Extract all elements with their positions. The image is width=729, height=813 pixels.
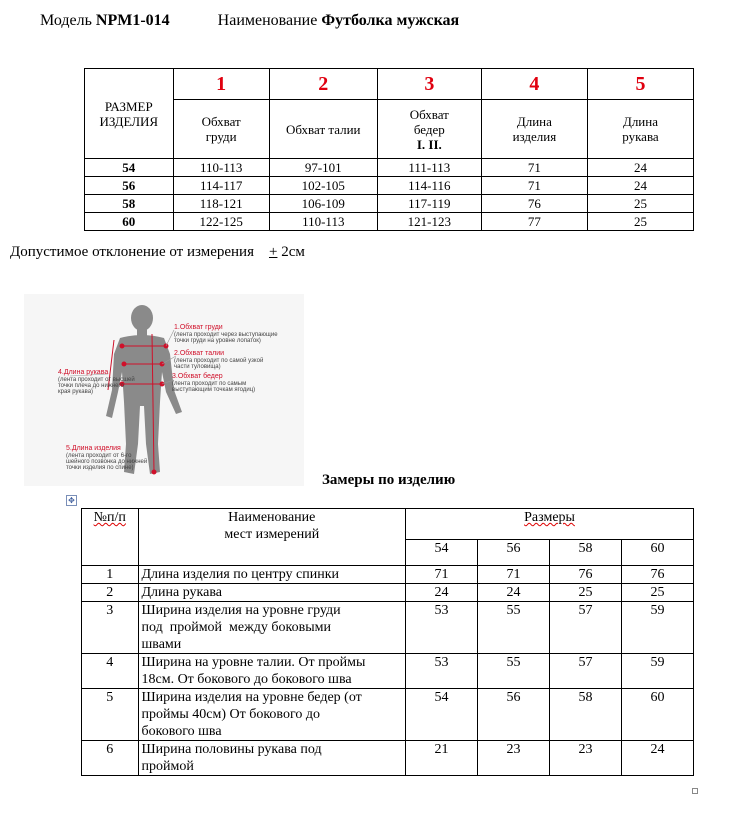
table-row bbox=[82, 566, 694, 584]
col-header-number bbox=[82, 509, 139, 566]
value-cell: 71 bbox=[481, 159, 587, 177]
tolerance-text: Допустимое отклонение от измерения bbox=[10, 244, 254, 260]
row-number: 2 bbox=[82, 584, 139, 602]
table-resize-handle[interactable] bbox=[692, 788, 698, 794]
size-chart-table bbox=[84, 68, 694, 231]
measurements-table bbox=[81, 508, 694, 776]
header-line: изделия bbox=[512, 129, 557, 144]
size-header: 60 bbox=[621, 539, 693, 565]
label-hips-title: 3.Обхват бедер bbox=[172, 373, 223, 380]
value-cell: 57 bbox=[550, 654, 622, 689]
size-cell: 58 bbox=[85, 195, 174, 213]
size-cell: 54 bbox=[85, 159, 174, 177]
label-length-note: шейного позвонка до нижней bbox=[66, 459, 148, 465]
tolerance-note bbox=[10, 244, 305, 261]
size-header: 58 bbox=[550, 539, 622, 565]
label-chest-note: точки груди на уровне лопаток) bbox=[174, 338, 261, 344]
row-number: 1 bbox=[82, 566, 139, 584]
row-name bbox=[138, 566, 406, 584]
tolerance-value: 2см bbox=[281, 244, 305, 260]
name-line: под проймой между боковыми bbox=[141, 620, 331, 635]
header-line: Длина bbox=[516, 114, 552, 129]
row-name bbox=[138, 741, 406, 776]
value-cell: 21 bbox=[406, 741, 478, 776]
name-line: бокового шва bbox=[141, 724, 222, 739]
size-header: 54 bbox=[406, 539, 478, 565]
model-label: Модель bbox=[40, 12, 92, 29]
table-row bbox=[85, 195, 694, 213]
name-line: Ширина половины рукава под bbox=[141, 742, 322, 757]
header-line: Обхват талии bbox=[286, 121, 361, 137]
name-line: Ширина изделия на уровне груди bbox=[141, 603, 341, 618]
table-row bbox=[82, 689, 694, 741]
value-cell: 56 bbox=[478, 689, 550, 741]
name-line: проймой bbox=[141, 759, 194, 774]
value-cell: 24 bbox=[478, 584, 550, 602]
value-cell: 111-113 bbox=[377, 159, 481, 177]
value-cell: 77 bbox=[481, 213, 587, 231]
label-sleeve-note: точки плеча до нижнего bbox=[58, 383, 124, 389]
col-no-label: №п/п bbox=[93, 510, 126, 525]
value-cell: 110-113 bbox=[173, 159, 269, 177]
name-label: Наименование bbox=[217, 12, 318, 29]
label-chest-note: (лента проходит через выступающие bbox=[174, 332, 278, 338]
table-row bbox=[82, 584, 694, 602]
column-number: 3 bbox=[377, 69, 481, 100]
row-header-cell bbox=[85, 69, 174, 159]
row-name bbox=[138, 654, 406, 689]
value-cell: 58 bbox=[550, 689, 622, 741]
column-header-waist bbox=[269, 100, 377, 159]
label-waist-note: (лента проходит по самой узкой bbox=[174, 358, 264, 364]
column-header-sleeve bbox=[587, 100, 693, 159]
header-line: Обхват bbox=[409, 106, 449, 122]
name-line: Ширина на уровне талии. От проймы bbox=[141, 655, 366, 670]
table-row bbox=[85, 177, 694, 195]
value-cell: 24 bbox=[621, 741, 693, 776]
col-header-sizes bbox=[406, 509, 694, 540]
header-line: рукава bbox=[622, 129, 659, 144]
plus-minus-sign: + bbox=[268, 244, 278, 260]
row-number: 4 bbox=[82, 654, 139, 689]
header-line: Обхват bbox=[201, 114, 241, 129]
name-line: Длина рукава bbox=[141, 585, 222, 600]
value-cell: 121-123 bbox=[377, 213, 481, 231]
value-cell: 53 bbox=[406, 654, 478, 689]
column-number: 5 bbox=[587, 69, 693, 100]
document-header bbox=[40, 12, 459, 30]
row-header-line: ИЗДЕЛИЯ bbox=[99, 113, 159, 129]
row-header-line: РАЗМЕР bbox=[104, 98, 153, 114]
measure-table-title: Замеры по изделию bbox=[322, 472, 456, 488]
value-cell: 23 bbox=[478, 741, 550, 776]
value-cell: 71 bbox=[478, 566, 550, 584]
size-cell: 60 bbox=[85, 213, 174, 231]
value-cell: 24 bbox=[587, 159, 693, 177]
value-cell: 59 bbox=[621, 602, 693, 654]
value-cell: 122-125 bbox=[173, 213, 269, 231]
name-line: швами bbox=[141, 637, 182, 652]
table-row bbox=[85, 213, 694, 231]
model-code: NPM1-014 bbox=[95, 12, 170, 29]
table-row bbox=[85, 159, 694, 177]
value-cell: 76 bbox=[550, 566, 622, 584]
row-number: 3 bbox=[82, 602, 139, 654]
value-cell: 25 bbox=[587, 195, 693, 213]
value-cell: 71 bbox=[406, 566, 478, 584]
value-cell: 24 bbox=[406, 584, 478, 602]
name-line: Длина изделия по центру спинки bbox=[141, 567, 340, 582]
column-number: 1 bbox=[173, 69, 269, 100]
header-line: мест измерений bbox=[224, 527, 320, 542]
header-line: Наименование bbox=[228, 510, 316, 525]
value-cell: 24 bbox=[587, 177, 693, 195]
header-line: Длина bbox=[622, 114, 658, 129]
value-cell: 97-101 bbox=[269, 159, 377, 177]
value-cell: 25 bbox=[550, 584, 622, 602]
value-cell: 53 bbox=[406, 602, 478, 654]
label-waist-note: части туловища) bbox=[174, 364, 221, 370]
column-number: 2 bbox=[269, 69, 377, 100]
value-cell: 54 bbox=[406, 689, 478, 741]
name-line: Ширина изделия на уровне бедер (от bbox=[141, 690, 362, 705]
name-line: 18см. От бокового до бокового шва bbox=[141, 672, 352, 687]
value-cell: 55 bbox=[478, 654, 550, 689]
header-line: бедер bbox=[413, 121, 445, 137]
row-name bbox=[138, 602, 406, 654]
row-number: 5 bbox=[82, 689, 139, 741]
value-cell: 57 bbox=[550, 602, 622, 654]
value-cell: 110-113 bbox=[269, 213, 377, 231]
column-header-chest bbox=[173, 100, 269, 159]
column-header-length bbox=[481, 100, 587, 159]
label-hips-note: (лента проходит по самым bbox=[172, 381, 247, 387]
table-row bbox=[82, 741, 694, 776]
table-row bbox=[82, 602, 694, 654]
row-number: 6 bbox=[82, 741, 139, 776]
label-sleeve-note: края рукава) bbox=[58, 389, 94, 395]
value-cell: 114-117 bbox=[173, 177, 269, 195]
col-header-name bbox=[138, 509, 406, 566]
value-cell: 60 bbox=[621, 689, 693, 741]
product-name: Футболка мужская bbox=[321, 12, 460, 29]
row-name bbox=[138, 689, 406, 741]
header-line: I. II. bbox=[416, 136, 442, 152]
value-cell: 59 bbox=[621, 654, 693, 689]
label-sleeve-title: 4.Длина рукава bbox=[58, 369, 109, 376]
value-cell: 25 bbox=[621, 584, 693, 602]
size-header: 56 bbox=[478, 539, 550, 565]
measurement-figure bbox=[24, 294, 304, 486]
column-header-hips bbox=[377, 100, 481, 159]
column-number: 4 bbox=[481, 69, 587, 100]
name-line: проймы 40см) От бокового до bbox=[141, 707, 320, 722]
value-cell: 117-119 bbox=[377, 195, 481, 213]
header-line: груди bbox=[205, 129, 237, 144]
value-cell: 76 bbox=[621, 566, 693, 584]
label-length-note: (лента проходит от 6-го bbox=[66, 453, 132, 459]
table-row bbox=[82, 654, 694, 689]
label-waist-title: 2.Обхват талии bbox=[174, 350, 225, 357]
value-cell: 23 bbox=[550, 741, 622, 776]
table-move-handle-icon[interactable]: ✥ bbox=[66, 495, 77, 506]
label-length-title: 5.Длина изделия bbox=[66, 445, 121, 452]
value-cell: 106-109 bbox=[269, 195, 377, 213]
value-cell: 102-105 bbox=[269, 177, 377, 195]
sizes-label: Размеры bbox=[524, 510, 575, 525]
label-chest-title: 1.Обхват груди bbox=[174, 324, 223, 331]
label-length-note: точки изделия по спине) bbox=[66, 465, 134, 471]
value-cell: 76 bbox=[481, 195, 587, 213]
value-cell: 118-121 bbox=[173, 195, 269, 213]
row-name bbox=[138, 584, 406, 602]
value-cell: 25 bbox=[587, 213, 693, 231]
value-cell: 114-116 bbox=[377, 177, 481, 195]
value-cell: 55 bbox=[478, 602, 550, 654]
size-cell: 56 bbox=[85, 177, 174, 195]
label-hips-note: выступающим точкам ягодиц) bbox=[172, 387, 256, 393]
value-cell: 71 bbox=[481, 177, 587, 195]
label-sleeve-note: (лента проходит от высшей bbox=[58, 377, 135, 383]
